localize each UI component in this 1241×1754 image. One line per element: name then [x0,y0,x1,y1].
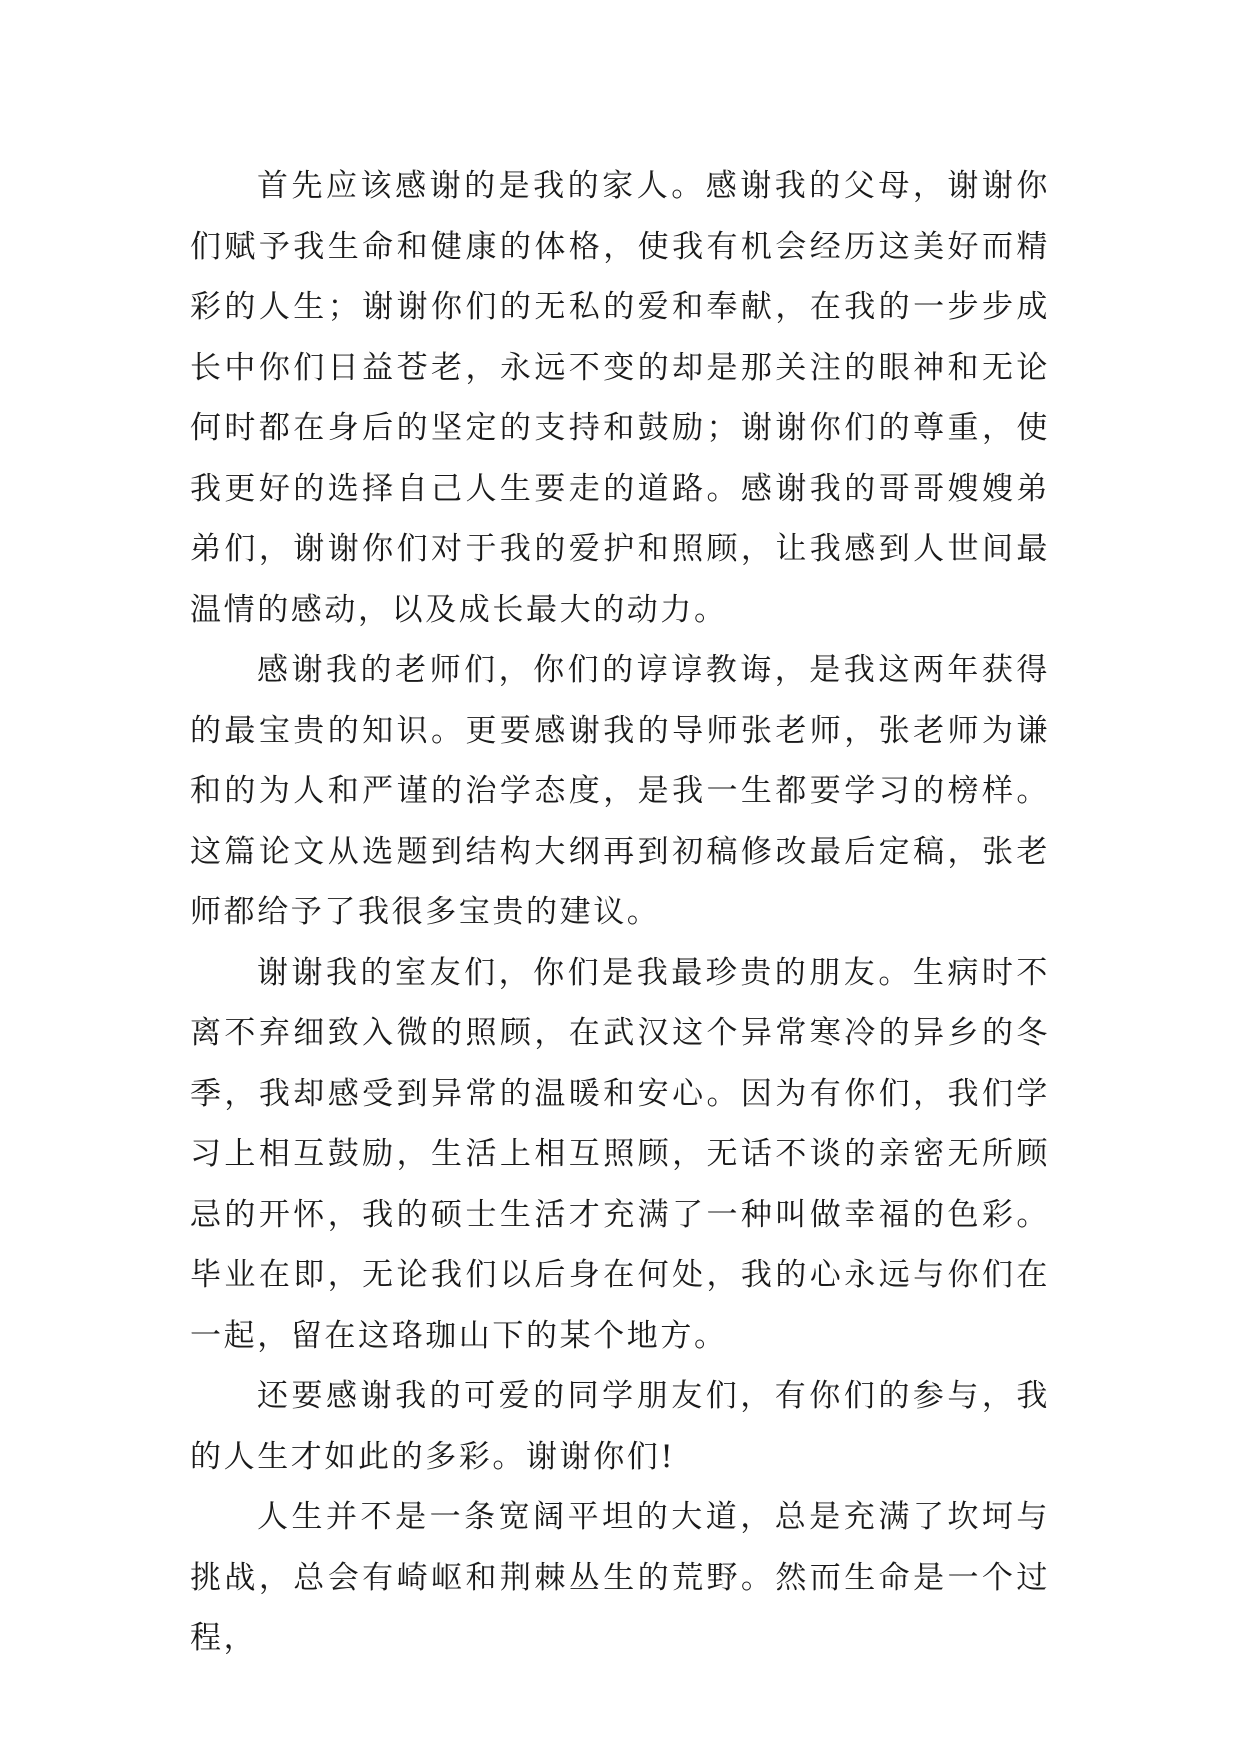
paragraph-teacher-thanks: 感谢我的老师们，你们的谆谆教诲，是我这两年获得的最宝贵的知识。更要感谢我的导师张老师，张老师为谦和的为人和严谨的治学态度，是我一生都要学习的榜样。这篇论文从选题到结构大纲再到初稿修改最后定稿，张老师都给予了我很多宝贵的建议。 [190,652,1050,930]
paragraph-classmate-thanks: 还要感谢我的可爱的同学朋友们，有你们的参与，我的人生才如此的多彩。谢谢你们! [190,1378,1050,1475]
document-body [190,156,1050,1669]
paragraph-life-reflection: 人生并不是一条宽阔平坦的大道，总是充满了坎坷与挑战，总会有崎岖和荆棘丛生的荒野。然而生命是一个过程， [190,1499,1050,1656]
paragraph-roommate-thanks: 谢谢我的室友们，你们是我最珍贵的朋友。生病时不离不弃细致入微的照顾，在武汉这个异常寒冷的异乡的冬季，我却感受到异常的温暖和安心。因为有你们，我们学习上相互鼓励，生活上相互照顾，无话不谈的亲密无所顾忌的开怀，我的硕士生活才充满了一种叫做幸福的色彩。毕业在即，无论我们以后身在何处，我的心永远与你们在一起，留在这珞珈山下的某个地方。 [190,954,1050,1354]
paragraph-family-thanks: 首先应该感谢的是我的家人。感谢我的父母，谢谢你们赋予我生命和健康的体格，使我有机会经历这美好而精彩的人生；谢谢你们的无私的爱和奉献，在我的一步步成长中你们日益苍老，永远不变的却是那关注的眼神和无论何时都在身后的坚定的支持和鼓励；谢谢你们的尊重，使我更好的选择自己人生要走的道路。感谢我的哥哥嫂嫂弟弟们，谢谢你们对于我的爱护和照顾，让我感到人世间最温情的感动，以及成长最大的动力。 [190,168,1050,628]
